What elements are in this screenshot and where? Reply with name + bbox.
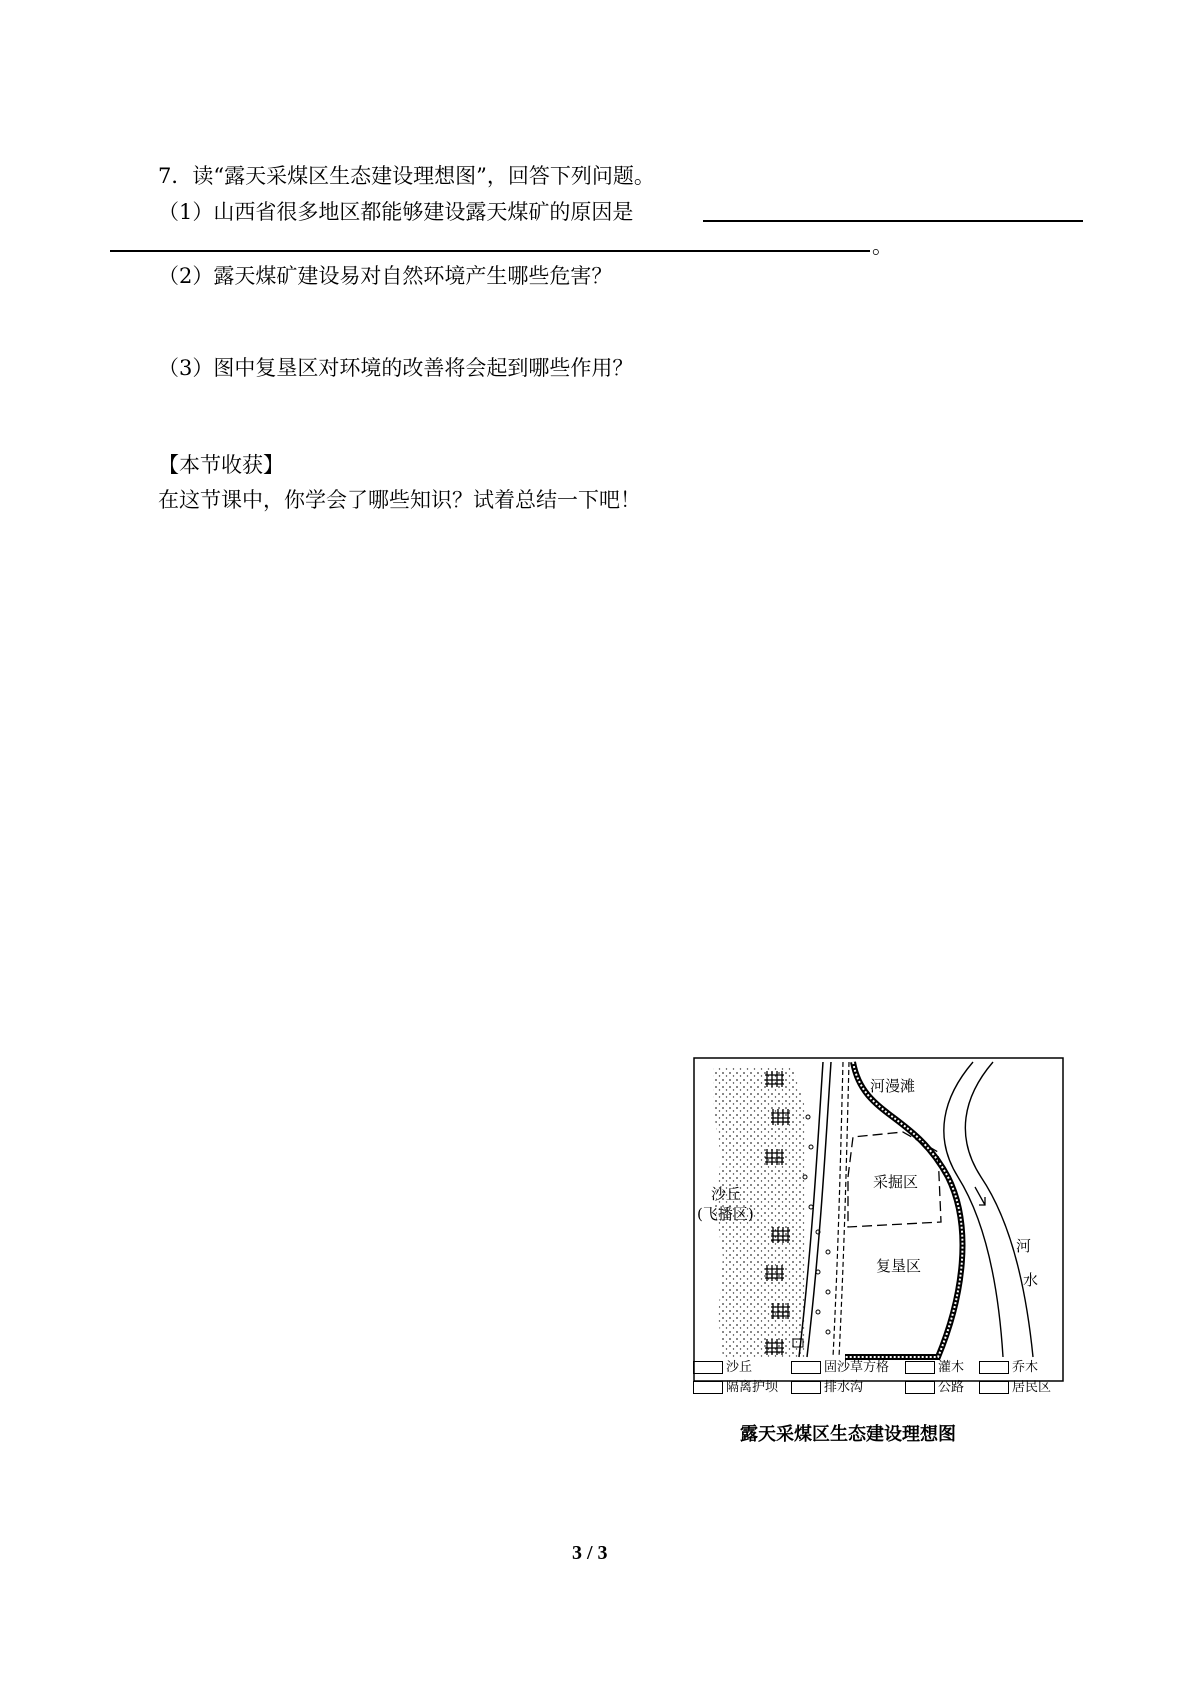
river-flow-arrow — [975, 1187, 985, 1205]
legend-item: 固沙草方格 — [791, 1360, 889, 1376]
page-number: 3 / 3 — [572, 1542, 608, 1564]
label-floodplain: 河漫滩 — [870, 1077, 916, 1095]
ditch-swatch-icon — [791, 1381, 821, 1394]
sand-grid-swatch-icon — [791, 1361, 821, 1374]
answer-blank-1b[interactable] — [110, 250, 870, 252]
legend-item: 公路 — [905, 1380, 964, 1396]
answer-blank-1a[interactable] — [703, 220, 1083, 222]
question-1: （1）山西省很多地区都能够建设露天煤矿的原因是 — [158, 200, 634, 224]
shrub-swatch-icon — [905, 1361, 935, 1374]
question-title: 7．读“露天采煤区生态建设理想图”，回答下列问题。 — [158, 164, 655, 188]
label-mining: 采掘区 — [873, 1173, 919, 1191]
dune-swatch-icon — [693, 1361, 723, 1374]
road-swatch-icon — [905, 1381, 935, 1394]
label-reclaim: 复垦区 — [876, 1257, 922, 1275]
legend-item: 灌木 — [905, 1360, 964, 1376]
summary-prompt: 在这节课中，你学会了哪些知识？试着总结一下吧！ — [158, 488, 641, 512]
question-1-end: 。 — [872, 234, 893, 258]
road-edge — [807, 1062, 831, 1357]
summary-heading: 【本节收获】 — [158, 453, 284, 477]
figure-caption: 露天采煤区生态建设理想图 — [740, 1424, 956, 1445]
tree-swatch-icon — [979, 1361, 1009, 1374]
residential-swatch-icon — [979, 1381, 1009, 1394]
question-2: （2）露天煤矿建设易对自然环境产生哪些危害？ — [158, 264, 613, 288]
label-river-1: 河 — [1016, 1237, 1032, 1255]
legend-item: 沙丘 — [693, 1360, 752, 1376]
label-river-2: 水 — [1023, 1271, 1039, 1289]
levee-swatch-icon — [693, 1381, 723, 1394]
map-figure — [693, 1057, 1065, 1382]
legend-item: 隔离护坝 — [693, 1380, 778, 1396]
legend-row-2 — [693, 1380, 1065, 1398]
legend-item: 居民区 — [979, 1380, 1051, 1396]
label-dune: 沙丘 — [711, 1185, 742, 1203]
question-3: （3）图中复垦区对环境的改善将会起到哪些作用？ — [158, 356, 634, 380]
levee-inner — [845, 1062, 962, 1357]
drainage-ditch-edge — [839, 1062, 849, 1357]
levee — [845, 1062, 962, 1357]
label-dune-sub: (飞播区) — [697, 1205, 754, 1223]
legend-item: 排水沟 — [791, 1380, 863, 1396]
legend-item: 乔木 — [979, 1360, 1038, 1376]
